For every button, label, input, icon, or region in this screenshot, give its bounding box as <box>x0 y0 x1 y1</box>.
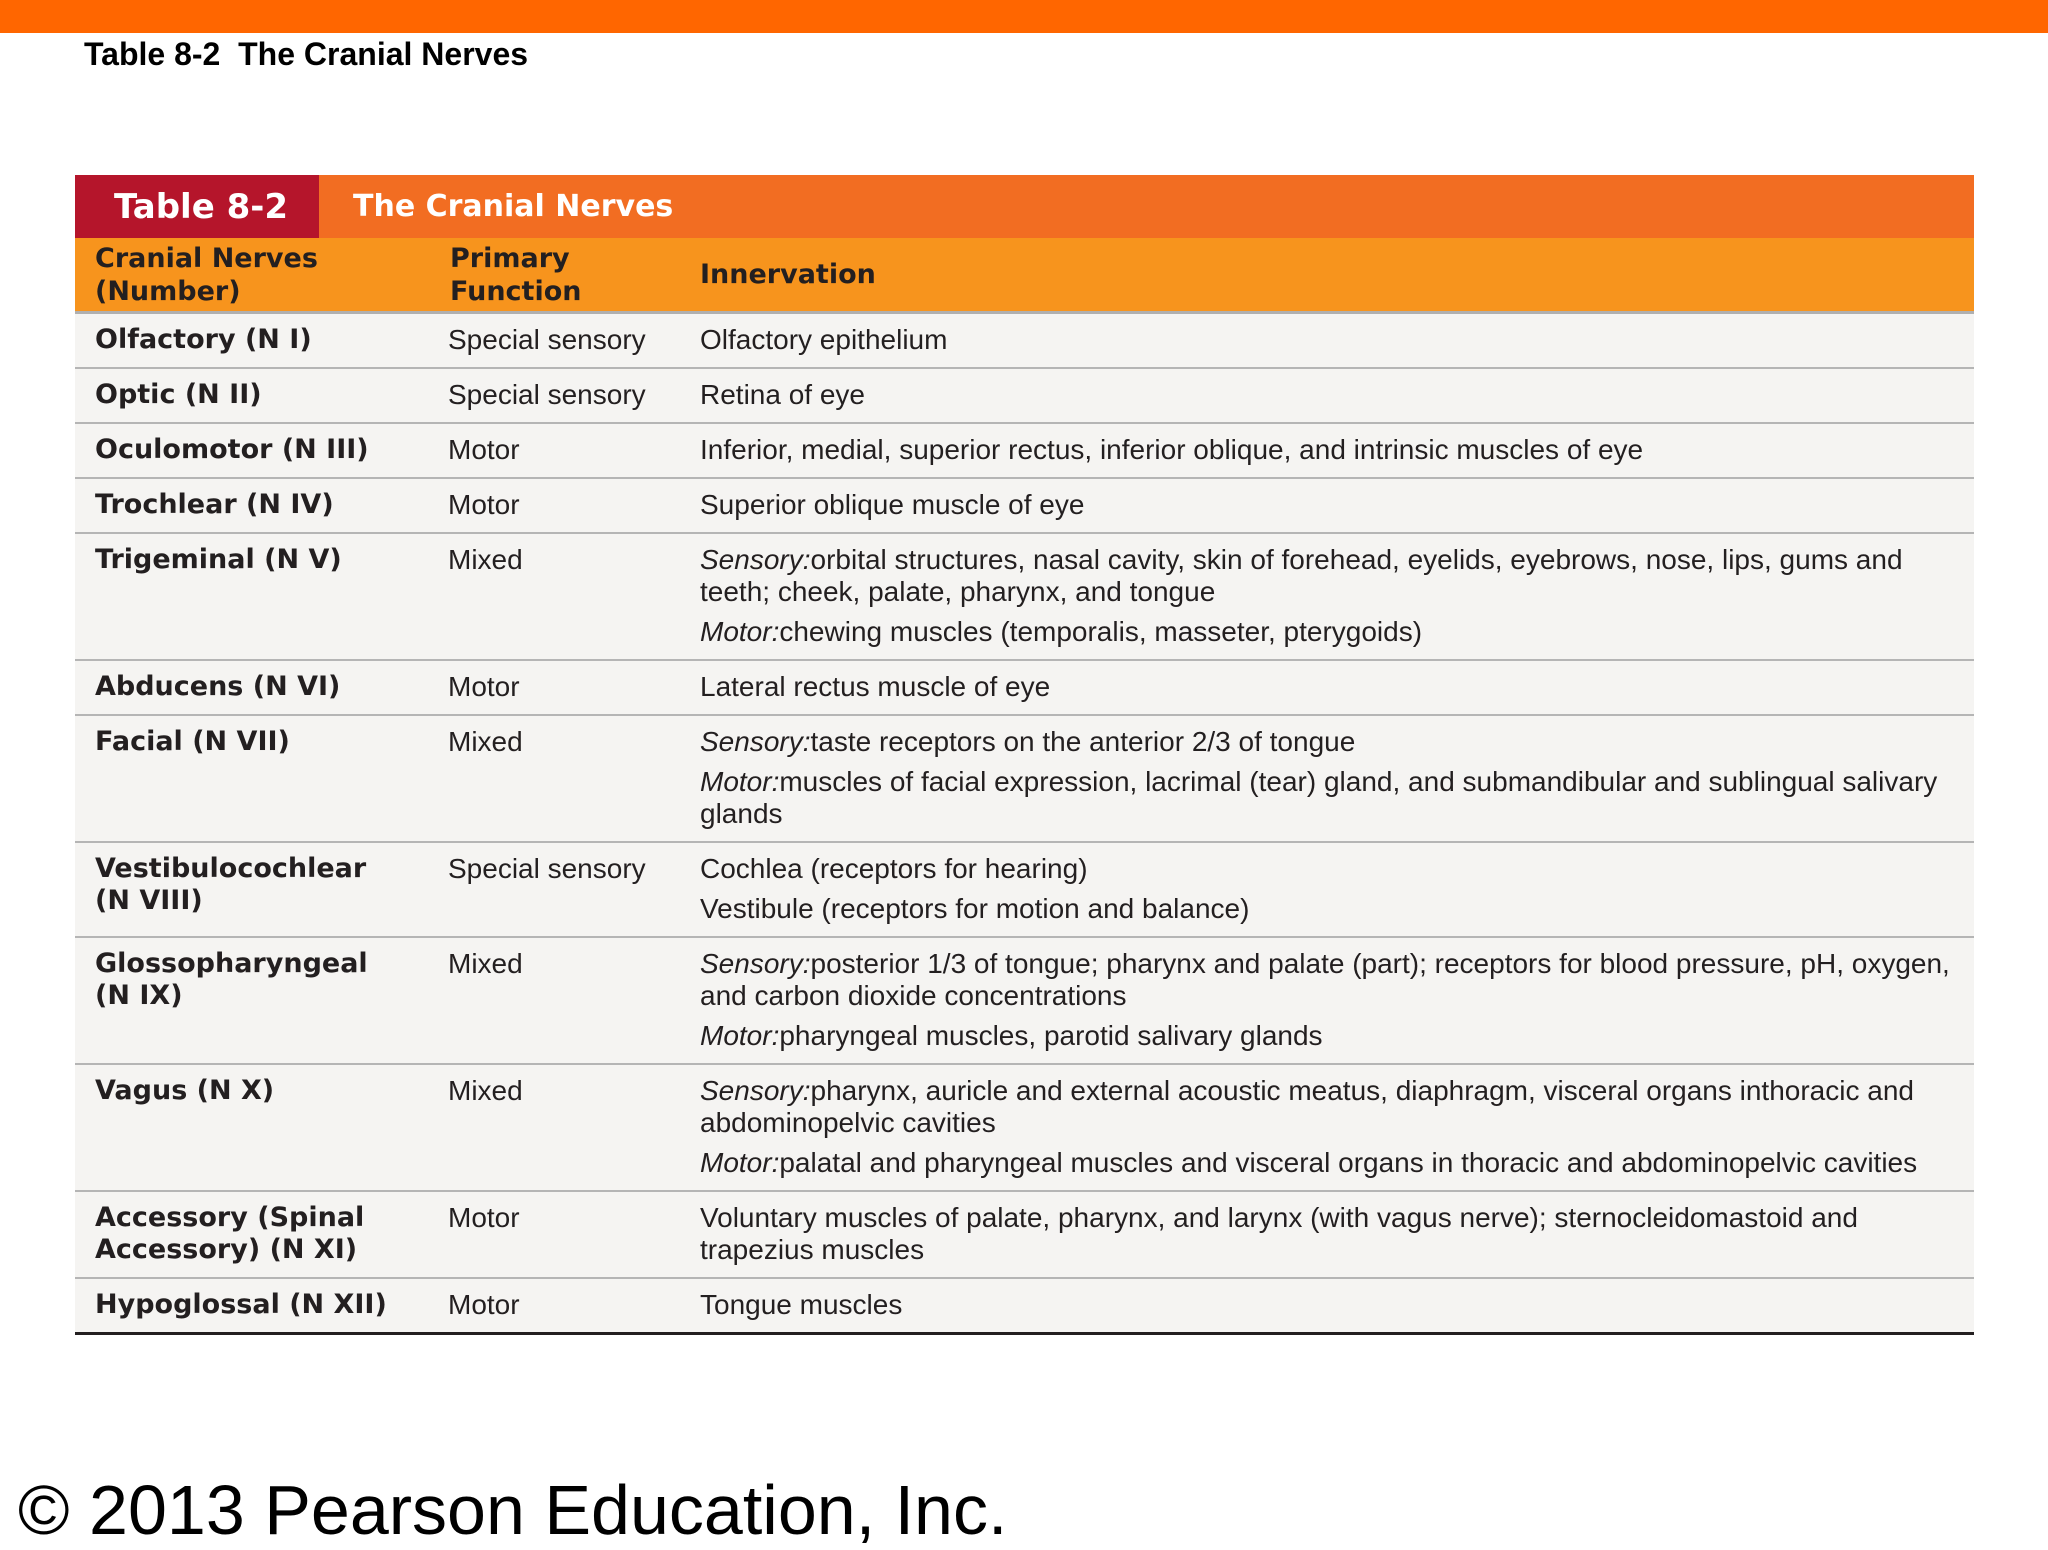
innervation-text: pharyngeal muscles, parotid salivary glands <box>779 1020 1323 1051</box>
table-row <box>75 478 1974 533</box>
innervation-text: posterior 1/3 of tongue; pharynx and palate (part); receptors for blood pressure, pH, oxygen, and carbon dioxide concentrations <box>700 948 1950 1011</box>
nerve-name: Hypoglossal (N XII) <box>95 1289 387 1320</box>
copyright-notice: © 2013 Pearson Education, Inc. <box>18 1471 1008 1549</box>
innervation-line <box>700 1147 1968 1179</box>
top-accent-bar <box>0 0 2048 33</box>
innervation-text: palatal and pharyngeal muscles and visceral organs in thoracic and abdominopelvic cavities <box>779 1147 1918 1178</box>
table-row <box>75 1064 1974 1191</box>
cranial-nerves-table <box>75 175 1974 1335</box>
primary-function: Motor <box>432 1278 700 1334</box>
table-body <box>75 313 1974 1334</box>
innervation-cell <box>700 313 1974 369</box>
primary-function: Mixed <box>432 1064 700 1191</box>
innervation-label: Motor: <box>700 1147 780 1178</box>
innervation-text: Cochlea (receptors for hearing) <box>700 853 1088 884</box>
table-row <box>75 313 1974 369</box>
table-row <box>75 715 1974 842</box>
innervation-label: Sensory: <box>700 948 811 979</box>
table-row <box>75 423 1974 478</box>
innervation-line <box>700 1289 1968 1321</box>
innervation-line <box>700 324 1968 356</box>
nerve-name-cell <box>75 1191 432 1278</box>
table-row <box>75 533 1974 660</box>
innervation-text: Inferior, medial, superior rectus, inferior oblique, and intrinsic muscles of eye <box>700 434 1644 465</box>
nerve-name-cell <box>75 660 432 715</box>
innervation-text: muscles of facial expression, lacrimal (tear) gland, and submandibular and sublingual salivary glands <box>700 766 1938 829</box>
innervation-cell <box>700 533 1974 660</box>
innervation-text: Lateral rectus muscle of eye <box>700 671 1051 702</box>
innervation-line <box>700 853 1968 885</box>
table-banner <box>75 175 1974 238</box>
nerve-name: Optic (N II) <box>95 379 262 410</box>
nerve-name-cell <box>75 313 432 369</box>
primary-function: Special sensory <box>432 313 700 369</box>
innervation-text: Olfactory epithelium <box>700 324 948 355</box>
nerve-name-cell <box>75 715 432 842</box>
innervation-label: Sensory: <box>700 544 811 575</box>
innervation-cell <box>700 937 1974 1064</box>
innervation-text: pharynx, auricle and external acoustic meatus, diaphragm, visceral organs inthoracic and abdominopelvic cavities <box>700 1075 1914 1138</box>
table-row <box>75 842 1974 937</box>
innervation-text: orbital structures, nasal cavity, skin of forehead, eyelids, eyebrows, nose, lips, gums and teeth; cheek, palate, pharynx, and tongue <box>700 544 1903 607</box>
column-header-nerves <box>75 238 432 313</box>
innervation-cell <box>700 423 1974 478</box>
innervation-line <box>700 766 1968 830</box>
nerve-name-cell <box>75 1064 432 1191</box>
nerve-name-cell <box>75 423 432 478</box>
table-row <box>75 368 1974 423</box>
primary-function: Mixed <box>432 937 700 1064</box>
innervation-line <box>700 1075 1968 1139</box>
nerve-name: Abducens (N VI) <box>95 671 341 702</box>
innervation-cell <box>700 1064 1974 1191</box>
primary-function: Mixed <box>432 533 700 660</box>
nerve-name: Olfactory (N I) <box>95 324 312 355</box>
primary-function: Mixed <box>432 715 700 842</box>
innervation-cell <box>700 1191 1974 1278</box>
innervation-label: Motor: <box>700 1020 780 1051</box>
primary-function: Motor <box>432 423 700 478</box>
table-number: Table 8-2 <box>75 175 319 238</box>
innervation-label: Motor: <box>700 766 780 797</box>
nerve-name-cell <box>75 937 432 1064</box>
innervation-cell <box>700 660 1974 715</box>
innervation-text: Tongue muscles <box>700 1289 903 1320</box>
nerve-name: Vestibulocochlear (N VIII) <box>95 853 367 916</box>
innervation-text: Retina of eye <box>700 379 865 410</box>
innervation-text: taste receptors on the anterior 2/3 of tongue <box>810 726 1356 757</box>
innervation-line <box>700 616 1968 648</box>
innervation-label: Sensory: <box>700 726 811 757</box>
slide-title: Table 8-2 The Cranial Nerves <box>84 36 529 72</box>
innervation-text: Superior oblique muscle of eye <box>700 489 1085 520</box>
innervation-text: Voluntary muscles of palate, pharynx, and larynx (with vagus nerve); sternocleidomastoid and trapezius muscles <box>700 1202 1858 1265</box>
column-header-innervation-label: Innervation <box>700 259 876 290</box>
innervation-cell <box>700 478 1974 533</box>
primary-function: Motor <box>432 660 700 715</box>
primary-function: Motor <box>432 1191 700 1278</box>
nerve-name-cell <box>75 533 432 660</box>
innervation-line <box>700 489 1968 521</box>
nerve-name: Trigeminal (N V) <box>95 544 342 575</box>
table-row <box>75 937 1974 1064</box>
nerve-name-cell <box>75 1278 432 1334</box>
nerve-name-cell <box>75 368 432 423</box>
nerve-name: Accessory (Spinal Accessory) (N XI) <box>95 1202 365 1265</box>
nerve-name: Facial (N VII) <box>95 726 290 757</box>
column-header-nerves-label: Cranial Nerves (Number) <box>95 242 318 307</box>
innervation-label: Motor: <box>700 616 780 647</box>
column-header-innervation <box>700 238 1974 313</box>
primary-function: Special sensory <box>432 368 700 423</box>
data-table <box>75 238 1974 1335</box>
innervation-text: Vestibule (receptors for motion and balance) <box>700 893 1250 924</box>
innervation-text: chewing muscles (temporalis, masseter, pterygoids) <box>779 616 1423 647</box>
nerve-name: Trochlear (N IV) <box>95 489 334 520</box>
innervation-line <box>700 434 1968 466</box>
table-row <box>75 660 1974 715</box>
table-title: The Cranial Nerves <box>353 189 674 224</box>
primary-function: Special sensory <box>432 842 700 937</box>
nerve-name-cell <box>75 842 432 937</box>
table-row <box>75 1191 1974 1278</box>
column-header-function <box>432 238 700 313</box>
innervation-cell <box>700 368 1974 423</box>
innervation-line <box>700 948 1968 1012</box>
nerve-name-cell <box>75 478 432 533</box>
innervation-line <box>700 1020 1968 1052</box>
innervation-line <box>700 726 1968 758</box>
innervation-line <box>700 893 1968 925</box>
nerve-name: Vagus (N X) <box>95 1075 275 1106</box>
innervation-line <box>700 379 1968 411</box>
innervation-label: Sensory: <box>700 1075 811 1106</box>
column-header-function-label: Primary Function <box>450 242 582 307</box>
table-row <box>75 1278 1974 1334</box>
innervation-cell <box>700 715 1974 842</box>
innervation-line <box>700 1202 1968 1266</box>
header-row <box>75 238 1974 313</box>
nerve-name: Glossopharyngeal (N IX) <box>95 948 368 1011</box>
primary-function: Motor <box>432 478 700 533</box>
innervation-line <box>700 671 1968 703</box>
innervation-line <box>700 544 1968 608</box>
innervation-cell <box>700 1278 1974 1334</box>
innervation-cell <box>700 842 1974 937</box>
nerve-name: Oculomotor (N III) <box>95 434 369 465</box>
